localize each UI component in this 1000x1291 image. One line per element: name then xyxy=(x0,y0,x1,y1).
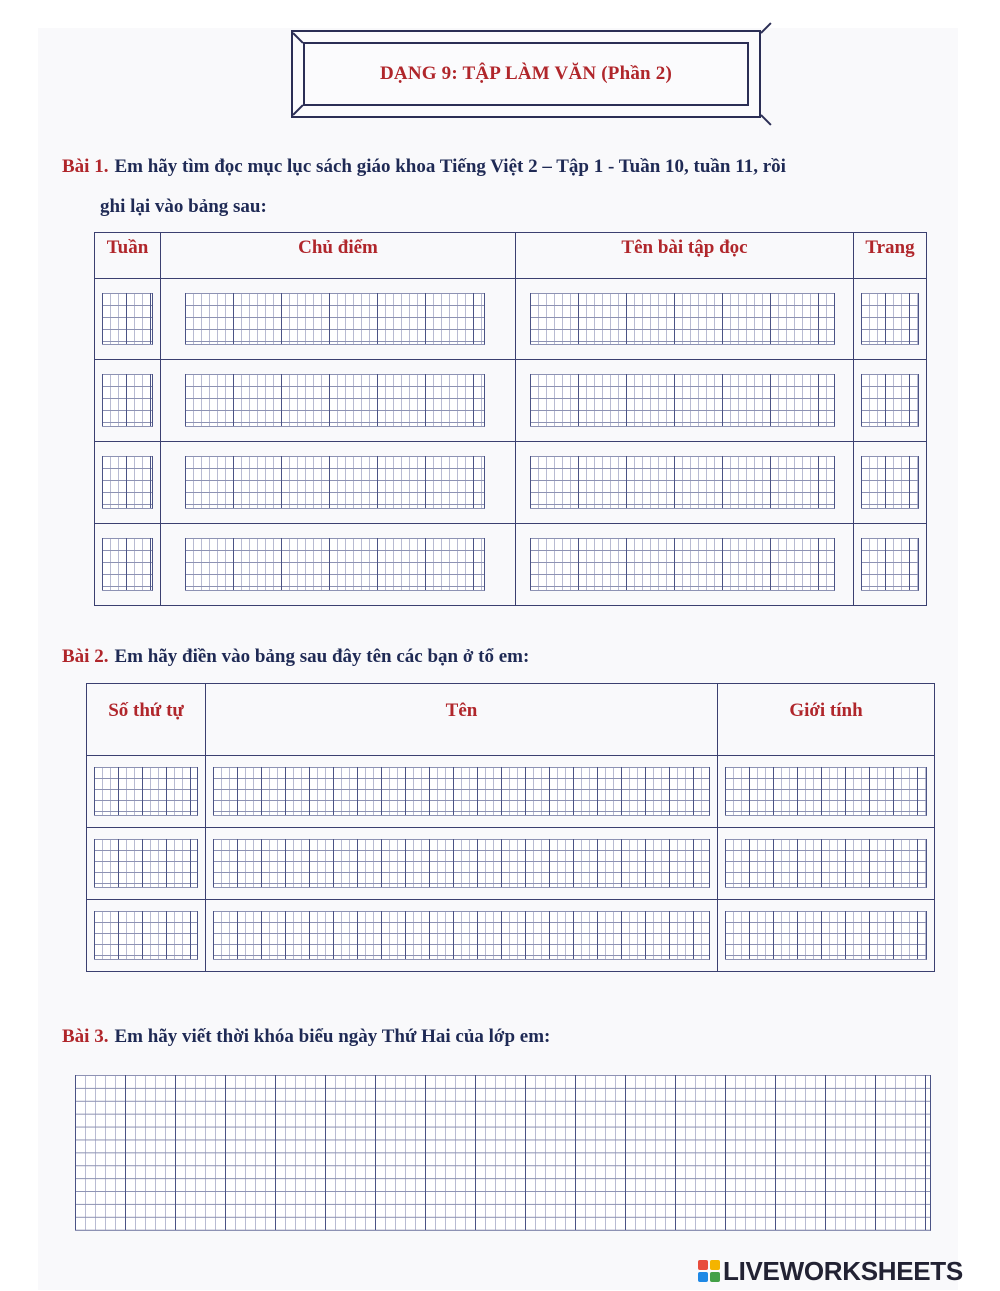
bai3-writing-area[interactable] xyxy=(75,1075,931,1231)
bai2-cell-ten[interactable] xyxy=(206,900,718,972)
bai1-prompt xyxy=(62,156,786,178)
writing-grid[interactable] xyxy=(213,767,710,816)
bai1-cell-chu-diem[interactable] xyxy=(161,442,516,524)
bai2-cell-ten[interactable] xyxy=(206,828,718,900)
bai2-cell-stt[interactable] xyxy=(87,900,206,972)
bai1-cell-tuan[interactable] xyxy=(95,360,161,442)
writing-grid[interactable] xyxy=(861,374,919,427)
title-corner xyxy=(292,104,303,115)
table-row xyxy=(87,756,935,828)
bai1-number: Bài 1. xyxy=(62,156,109,177)
bai2-cell-stt[interactable] xyxy=(87,828,206,900)
bai1-cell-ten-bai[interactable] xyxy=(516,524,854,606)
writing-grid[interactable] xyxy=(185,456,485,509)
table-row xyxy=(95,442,927,524)
table-row xyxy=(95,360,927,442)
writing-grid[interactable] xyxy=(94,911,198,960)
bai1-header-row xyxy=(95,233,927,279)
writing-grid[interactable] xyxy=(530,538,835,591)
bai2-cell-gioi-tinh[interactable] xyxy=(718,900,935,972)
page-title: DẠNG 9: TẬP LÀM VĂN (Phần 2) xyxy=(379,63,673,84)
bai1-cell-tuan[interactable] xyxy=(95,279,161,360)
writing-grid[interactable] xyxy=(102,293,153,345)
writing-grid[interactable] xyxy=(102,538,153,591)
table-row xyxy=(95,279,927,360)
bai2-table xyxy=(86,683,935,972)
bai1-table xyxy=(94,232,927,606)
bai1-cell-chu-diem[interactable] xyxy=(161,360,516,442)
bai1-header-chu-diem: Chủ điểm xyxy=(161,233,516,279)
logo-square xyxy=(698,1272,708,1282)
writing-grid[interactable] xyxy=(185,374,485,427)
bai2-cell-gioi-tinh[interactable] xyxy=(718,756,935,828)
writing-grid[interactable] xyxy=(530,374,835,427)
title-frame xyxy=(291,30,761,118)
bai1-cell-chu-diem[interactable] xyxy=(161,279,516,360)
bai1-cell-ten-bai[interactable] xyxy=(516,360,854,442)
title-inner-frame xyxy=(303,42,749,106)
table-row xyxy=(87,828,935,900)
writing-grid[interactable] xyxy=(102,374,153,427)
bai1-header-ten-bai: Tên bài tập đọc xyxy=(516,233,854,279)
writing-grid[interactable] xyxy=(861,293,919,345)
logo-square xyxy=(698,1260,708,1270)
bai1-text-cont: ghi lại vào bảng sau: xyxy=(100,196,267,217)
bai2-text: Em hãy điền vào bảng sau đây tên các bạn ở tổ em: xyxy=(114,646,530,667)
table-row xyxy=(87,900,935,972)
logo-square xyxy=(710,1272,720,1282)
bai1-cell-tuan[interactable] xyxy=(95,442,161,524)
bai1-cell-chu-diem[interactable] xyxy=(161,524,516,606)
logo-square xyxy=(710,1260,720,1270)
writing-grid[interactable] xyxy=(861,456,919,509)
bai2-cell-ten[interactable] xyxy=(206,756,718,828)
bai2-prompt xyxy=(62,646,529,668)
writing-grid[interactable] xyxy=(725,911,927,960)
bai3-number: Bài 3. xyxy=(62,1026,109,1047)
writing-grid[interactable] xyxy=(102,456,153,509)
bai2-header-row xyxy=(87,684,935,756)
bai2-cell-gioi-tinh[interactable] xyxy=(718,828,935,900)
writing-grid[interactable] xyxy=(213,839,710,888)
writing-grid[interactable] xyxy=(530,456,835,509)
bai1-cell-tuan[interactable] xyxy=(95,524,161,606)
bai2-header-ten: Tên xyxy=(206,684,718,756)
table-row xyxy=(95,524,927,606)
bai1-cell-trang[interactable] xyxy=(854,524,927,606)
bai2-header-stt: Số thứ tự xyxy=(87,684,206,756)
bai1-cell-trang[interactable] xyxy=(854,279,927,360)
writing-grid[interactable] xyxy=(213,911,710,960)
liveworksheets-logo xyxy=(698,1256,963,1286)
writing-grid[interactable] xyxy=(94,767,198,816)
bai1-header-trang: Trang xyxy=(854,233,927,279)
writing-grid[interactable] xyxy=(94,839,198,888)
bai2-header-gioi-tinh: Giới tính xyxy=(718,684,935,756)
bai1-header-tuan: Tuần xyxy=(95,233,161,279)
bai2-cell-stt[interactable] xyxy=(87,756,206,828)
writing-grid[interactable] xyxy=(861,538,919,591)
bai1-cell-trang[interactable] xyxy=(854,442,927,524)
bai1-cell-ten-bai[interactable] xyxy=(516,279,854,360)
bai3-prompt xyxy=(62,1026,550,1048)
writing-grid[interactable] xyxy=(530,293,835,345)
writing-grid[interactable] xyxy=(185,293,485,345)
bai3-text: Em hãy viết thời khóa biểu ngày Thứ Hai của lớp em: xyxy=(114,1026,551,1047)
bai1-cell-ten-bai[interactable] xyxy=(516,442,854,524)
liveworksheets-icon xyxy=(698,1260,720,1282)
bai1-text: Em hãy tìm đọc mục lục sách giáo khoa Tiếng Việt 2 – Tập 1 - Tuần 10, tuần 11, rồi xyxy=(114,156,786,177)
writing-grid[interactable] xyxy=(725,767,927,816)
liveworksheets-text: LIVEWORKSHEETS xyxy=(723,1255,963,1286)
writing-grid[interactable] xyxy=(725,839,927,888)
title-corner xyxy=(292,32,303,43)
writing-grid[interactable] xyxy=(185,538,485,591)
bai1-cell-trang[interactable] xyxy=(854,360,927,442)
bai2-number: Bài 2. xyxy=(62,646,109,667)
